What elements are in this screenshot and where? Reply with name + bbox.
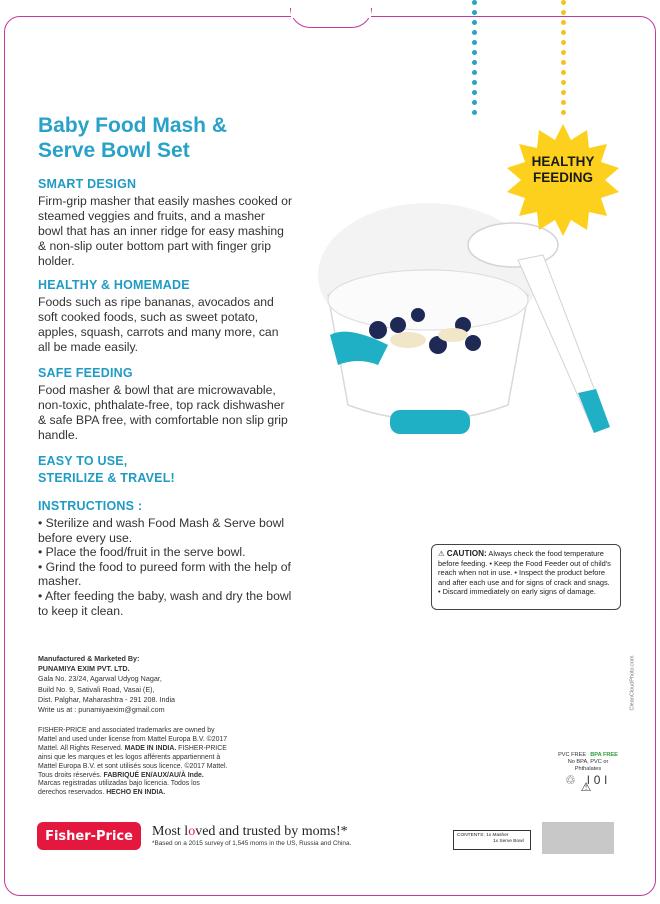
section-heading-line1: EASY TO USE, xyxy=(38,454,128,468)
bpa-free-label: BPA FREE xyxy=(590,752,618,758)
manufacturer-company: PUNAMIYA EXIM PVT. LTD. xyxy=(38,664,130,674)
contents-label: CONTENTS: xyxy=(457,833,485,838)
section-heading: SMART DESIGN xyxy=(38,177,137,191)
list-item: • After feeding the baby, wash and dry the bowl to keep it clean. xyxy=(38,588,292,618)
instructions-list xyxy=(38,516,293,618)
caution-text: Always check the food temperature before feeding. • Keep the Food Feeder out of child's reach when not in use. • Inspect the product before and after each use and for signs of crack and snags. • Discard immediately on early signs of damage. xyxy=(438,549,611,597)
list-item: • Place the food/fruit in the serve bowl. xyxy=(38,545,246,560)
section-body: Foods such as ripe bananas, avocados and soft cooked foods, such as sweet potato, apples, squash, carrots and many more, can all be made easily. xyxy=(38,295,279,354)
food-safe-icon: l0l xyxy=(587,773,612,787)
manufacturer-heading: Manufactured & Marketed By: xyxy=(38,654,140,663)
caution-label: CAUTION: xyxy=(446,549,487,558)
recycle-icon: ♲ xyxy=(564,773,580,787)
badge-line2: FEEDING xyxy=(532,170,593,185)
section-heading-line2: STERILIZE & TRAVEL! xyxy=(38,471,175,485)
manufacturer-line: Write us at : punamiyaexim@gmail.com xyxy=(38,705,165,715)
side-credit xyxy=(630,655,640,715)
heart-letter: o xyxy=(188,824,196,839)
section-heading: SAFE FEEDING xyxy=(38,366,133,380)
list-item: • Sterilize and wash Food Mash & Serve bowl before every use. xyxy=(38,516,285,545)
badge-line1: HEALTHY xyxy=(531,154,595,169)
manufacturer-line: Dist. Palghar, Maharashtra - 291 208. India xyxy=(38,694,176,704)
section-instructions xyxy=(38,499,293,618)
section-heading: HEALTHY & HOMEMADE xyxy=(38,278,190,292)
dotted-line-yellow xyxy=(561,0,567,120)
age-warning-icon: ⚠ xyxy=(580,780,596,794)
contents-box xyxy=(453,830,531,850)
manufacturer-info xyxy=(38,654,238,715)
hecho-en-india: HECHO EN INDIA. xyxy=(106,789,166,797)
product-title: Baby Food Mash & Serve Bowl Set xyxy=(38,114,228,162)
section-body: Firm-grip masher that easily mashes cooked or steamed veggies and fruits, and a masher bowl that has an inner ridge for easy mashing & non-slip outer bottom part with finger grip holder. xyxy=(38,194,292,268)
warning-icon: ⚠ xyxy=(438,549,445,558)
legal-paragraph: Marcas registradas utilizadas bajo licencia. Todos los derechos reservados. xyxy=(38,780,200,797)
survey-footnote: *Based on a 2015 survey of 1,545 moms in the US, Russia and China. xyxy=(152,840,352,847)
section-easy-to-use xyxy=(38,454,293,488)
section-smart-design xyxy=(38,177,293,269)
contents-item: 1x Serve Bowl xyxy=(493,839,524,844)
fabrique: FABRIQUÉ EN/AUX/AU/À Inde. xyxy=(103,771,204,779)
brand-slogan: Most loved and trusted by moms!* xyxy=(152,824,348,839)
recycle-note: No BPA, PVC or Phthalates xyxy=(567,759,609,772)
list-item: • Grind the food to pureed form with the help of masher. xyxy=(38,559,291,589)
legal-text xyxy=(38,727,228,798)
barcode-area xyxy=(542,822,614,854)
legal-paragraph: FISHER-PRICE and associated trademarks are owned by Mattel and used under license from Mattel Europa B.V. ©2017 Mattel. All Rights Reserved. xyxy=(38,727,228,752)
manufacturer-line: Build No. 9, Sativali Road, Vasai (E), xyxy=(38,684,155,694)
contents-item: 1x Masher xyxy=(486,833,509,838)
section-healthy-homemade xyxy=(38,278,293,355)
side-credit-text: CleanCloudPhoto.com xyxy=(629,655,636,711)
legal-paragraph: FISHER-PRICE ainsi que les marques et les logos afférents appartiennent à Mattel Europa B.V. et sont utilisés sous licence. ©2017 Mattel. Tous droits réservés. xyxy=(38,744,228,779)
pvc-free-label: PVC FREE xyxy=(558,752,587,758)
caution-box xyxy=(431,544,621,610)
fisher-price-logo: Fisher-Price xyxy=(37,822,141,850)
made-in-india: MADE IN INDIA. xyxy=(124,744,177,752)
dotted-line-blue xyxy=(472,0,478,120)
section-heading: INSTRUCTIONS : xyxy=(38,499,143,513)
section-safe-feeding xyxy=(38,366,293,443)
section-body: Food masher & bowl that are microwavable, non-toxic, phthalate-free, top rack dishwasher & safe BPA free, with comfortable non slip grip handle. xyxy=(38,383,288,442)
recycle-info xyxy=(556,752,620,794)
healthy-feeding-badge xyxy=(505,122,621,238)
manufacturer-line: Gala No. 23/24, Agarwal Udyog Nagar, xyxy=(38,674,162,684)
